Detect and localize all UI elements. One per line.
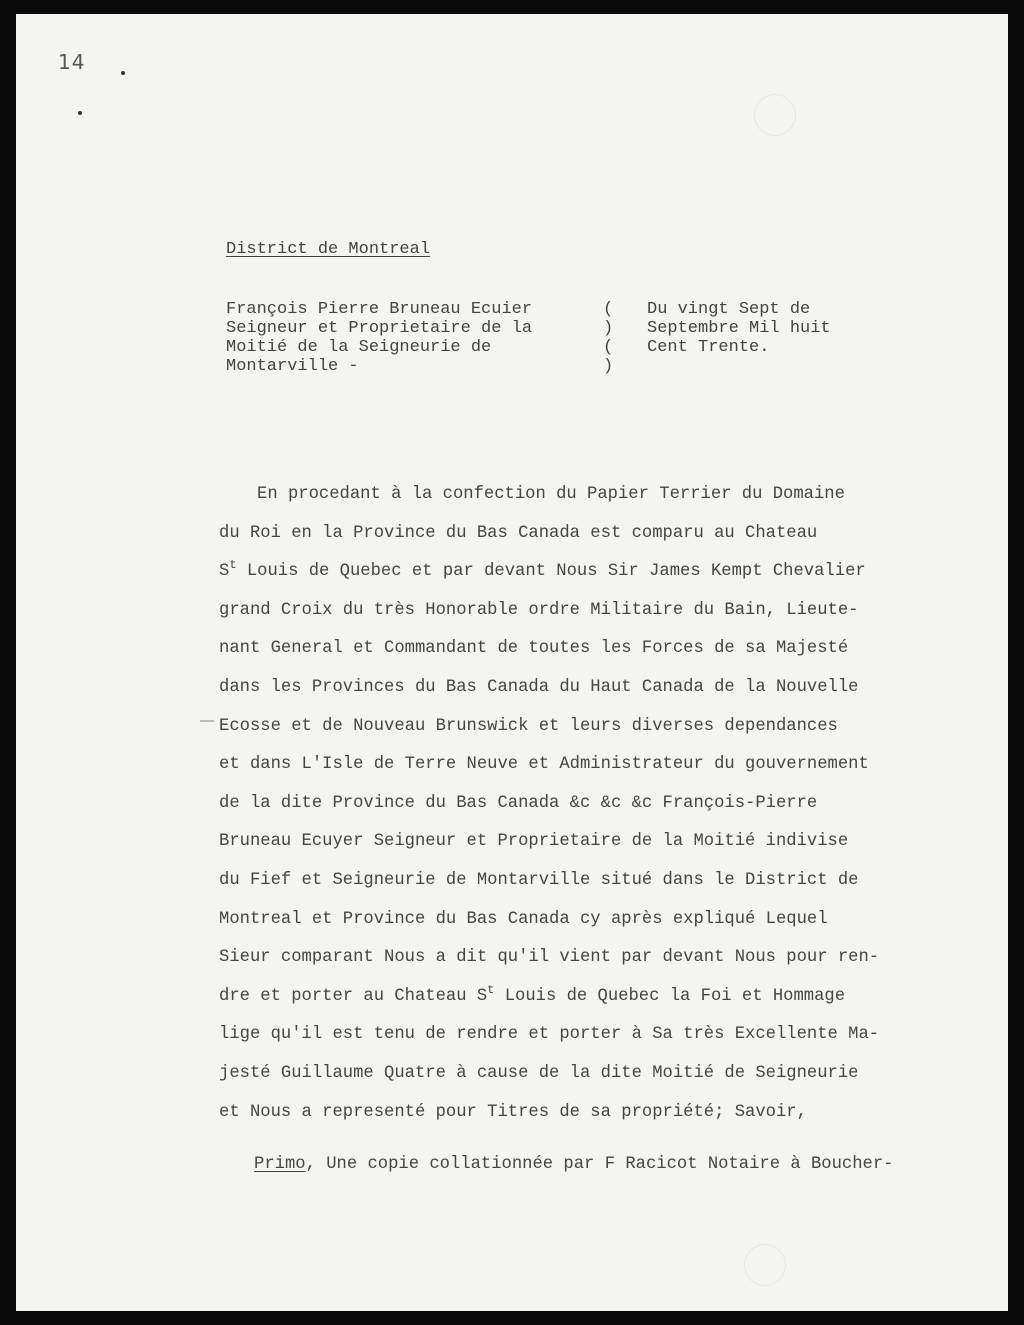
bracket: ( <box>603 338 614 357</box>
body-line: Bruneau Ecuyer Seigneur et Proprietaire de la Moitié indivise <box>219 832 849 852</box>
speck <box>78 111 82 115</box>
date-line: Cent Trente. <box>647 338 770 357</box>
body-line: nant General et Commandant de toutes les Forces de sa Majesté <box>219 639 849 659</box>
party-line: Seigneur et Proprietaire de la <box>226 319 533 338</box>
body-line: En procedant à la confection du Papier Terrier du Domaine <box>257 485 845 504</box>
body-text <box>219 476 999 1132</box>
body-line: grand Croix du très Honorable ordre Militaire du Bain, Lieute- <box>219 600 859 620</box>
body-line: et dans L'Isle de Terre Neuve et Administrateur du gouvernement <box>219 755 869 775</box>
body-line: et Nous a representé pour Titres de sa propriété; Savoir, <box>219 1102 807 1122</box>
primo-text: , Une copie collationnée par F Racicot Notaire à Boucher- <box>305 1155 894 1174</box>
bracket-column <box>603 300 613 376</box>
date-line: Septembre Mil huit <box>647 319 831 338</box>
party-line: Moitié de la Seigneurie de <box>226 338 492 357</box>
body-line: lige qu'il est tenu de rendre et porter à Sa très Excellente Ma- <box>219 1025 880 1045</box>
bracket: ) <box>603 357 614 376</box>
body-line: jesté Guillaume Quatre à cause de la dite Moitié de Seigneurie <box>219 1063 859 1083</box>
primo-paragraph <box>254 1155 894 1174</box>
party-line: François Pierre Bruneau Ecuier <box>226 300 533 319</box>
primo-label: Primo <box>254 1155 306 1174</box>
bracket: ) <box>603 319 614 338</box>
party-line: Montarville - <box>226 357 359 376</box>
watermark-circle <box>754 94 796 136</box>
body-line: Sieur comparant Nous a dit qu'il vient par devant Nous pour ren- <box>219 948 880 968</box>
body-line: du Fief et Seigneurie de Montarville situé dans le District de <box>219 870 859 890</box>
district-heading: District de Montreal <box>226 240 431 259</box>
watermark-circle <box>744 1244 786 1286</box>
bracket: ( <box>603 300 614 319</box>
body-line: $S^t$ Louis de Quebec et par devant Nous Sir James Kempt Chevalier <box>219 558 866 582</box>
date-block <box>647 300 831 357</box>
date-line: Du vingt Sept de <box>647 300 811 319</box>
document-page <box>16 14 1008 1311</box>
body-line: Montreal et Province du Bas Canada cy après expliqué Lequel <box>219 909 828 929</box>
body-line: du Roi en la Province du Bas Canada est comparu au Chateau <box>219 523 818 543</box>
body-line: de la dite Province du Bas Canada &c &c &c François-Pierre <box>219 793 818 813</box>
party-block <box>226 300 532 376</box>
speck <box>121 71 125 75</box>
page-number: 14 <box>58 50 86 74</box>
body-line: dans les Provinces du Bas Canada du Haut Canada de la Nouvelle <box>219 677 859 697</box>
margin-mark <box>200 720 214 722</box>
body-line: dre et porter au Chateau $S^t$ Louis de Quebec la Foi et Hommage <box>219 982 846 1006</box>
body-line: Ecosse et de Nouveau Brunswick et leurs diverses dependances <box>219 716 838 736</box>
